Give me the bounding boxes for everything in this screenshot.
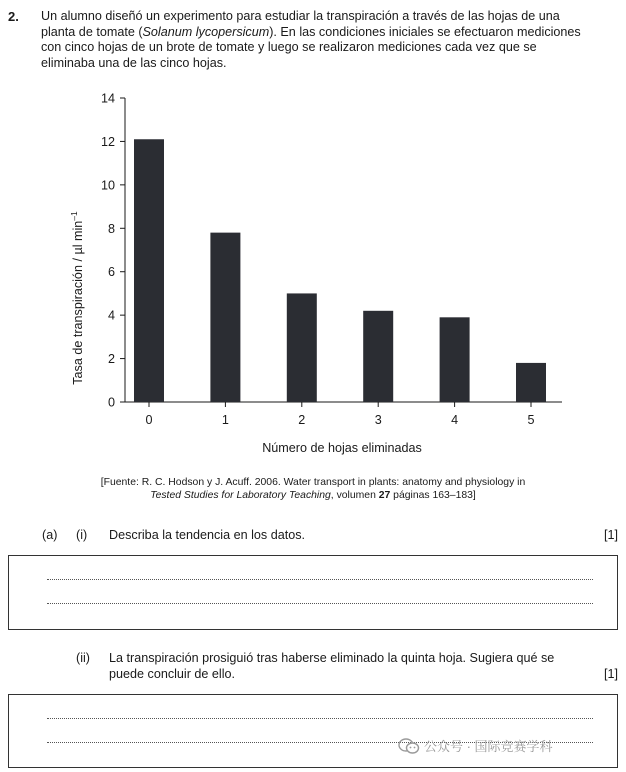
- part-a-i-text: Describa la tendencia en los datos.: [109, 528, 306, 542]
- species-name: Solanum lycopersicum: [142, 24, 270, 39]
- y-tick-label: 2: [107, 352, 115, 367]
- watermark: [398, 736, 553, 755]
- part-a-i-label: (i): [76, 528, 88, 542]
- y-ticks: [101, 92, 125, 410]
- bar-chart: [0, 80, 626, 470]
- bar: [363, 311, 393, 402]
- x-tick-label: 5: [527, 413, 535, 427]
- x-tick-label: 0: [145, 413, 153, 427]
- chart-axes: [125, 98, 562, 402]
- y-tick-label: 8: [107, 221, 115, 236]
- part-a-ii-text: La transpiración prosiguió tras haberse eliminado la quinta hoja. Sugiera qué se puede concluir de ello.: [109, 651, 555, 681]
- y-axis-label-exp: –1: [69, 211, 79, 221]
- bar: [516, 363, 546, 402]
- y-tick-label: 4: [107, 308, 115, 323]
- y-tick-label: 0: [107, 395, 115, 410]
- bar: [287, 293, 317, 402]
- answer-line: [47, 718, 593, 719]
- source-volume: 27: [378, 490, 391, 501]
- bar: [210, 233, 240, 402]
- answer-line: [47, 579, 593, 580]
- part-a-ii-marks: [1]: [603, 667, 618, 681]
- bar: [134, 139, 164, 402]
- y-axis-label-main: Tasa de transpiración / µl min: [71, 220, 85, 385]
- source-suffix: páginas 163–183]: [390, 490, 476, 501]
- watermark-text: 公众号 · 国际竞赛学科: [424, 739, 553, 754]
- y-tick-label: 12: [100, 134, 115, 149]
- x-axis-label: Número de hojas eliminadas: [262, 441, 422, 455]
- x-tick-label: 1: [221, 413, 229, 427]
- source-journal: Tested Studies for Laboratory Teaching: [150, 490, 331, 501]
- source-prefix: [Fuente: R. C. Hodson y J. Acuff. 2006. Water transport in plants: anatomy and physiology in: [100, 477, 526, 488]
- intro-part1: Un alumno diseñó un experimento para estudiar la transpiración a través de las hojas de una planta de tomate (: [41, 9, 560, 39]
- x-ticks: [145, 402, 534, 427]
- source-mid: , volumen: [330, 490, 379, 501]
- x-tick-label: 4: [451, 413, 459, 427]
- part-a-i-marks: [1]: [603, 528, 618, 542]
- y-tick-label: 10: [100, 178, 115, 193]
- bar: [440, 317, 470, 402]
- answer-box-a-i[interactable]: [8, 555, 618, 630]
- part-a-label: (a): [42, 528, 58, 542]
- chart-bars: [134, 139, 546, 402]
- y-tick-label: 14: [100, 91, 115, 106]
- y-axis-label: [69, 211, 85, 385]
- answer-box-a-ii[interactable]: [8, 694, 618, 768]
- x-tick-label: 2: [298, 413, 306, 427]
- answer-line: [47, 603, 593, 604]
- question-intro: [41, 9, 581, 71]
- wechat-icon: [398, 737, 420, 755]
- question-number: 2.: [8, 9, 19, 24]
- part-a-ii-label: (ii): [76, 651, 90, 665]
- x-tick-label: 3: [374, 413, 382, 427]
- y-tick-label: 6: [107, 265, 115, 280]
- intro-part2: ). En las condiciones iniciales se efectuaron mediciones con cinco hojas de un brote de tomate y luego se realizaron mediciones cada vez que se eliminaba una de las cinco hojas.: [41, 24, 581, 70]
- source-citation: [40, 476, 586, 502]
